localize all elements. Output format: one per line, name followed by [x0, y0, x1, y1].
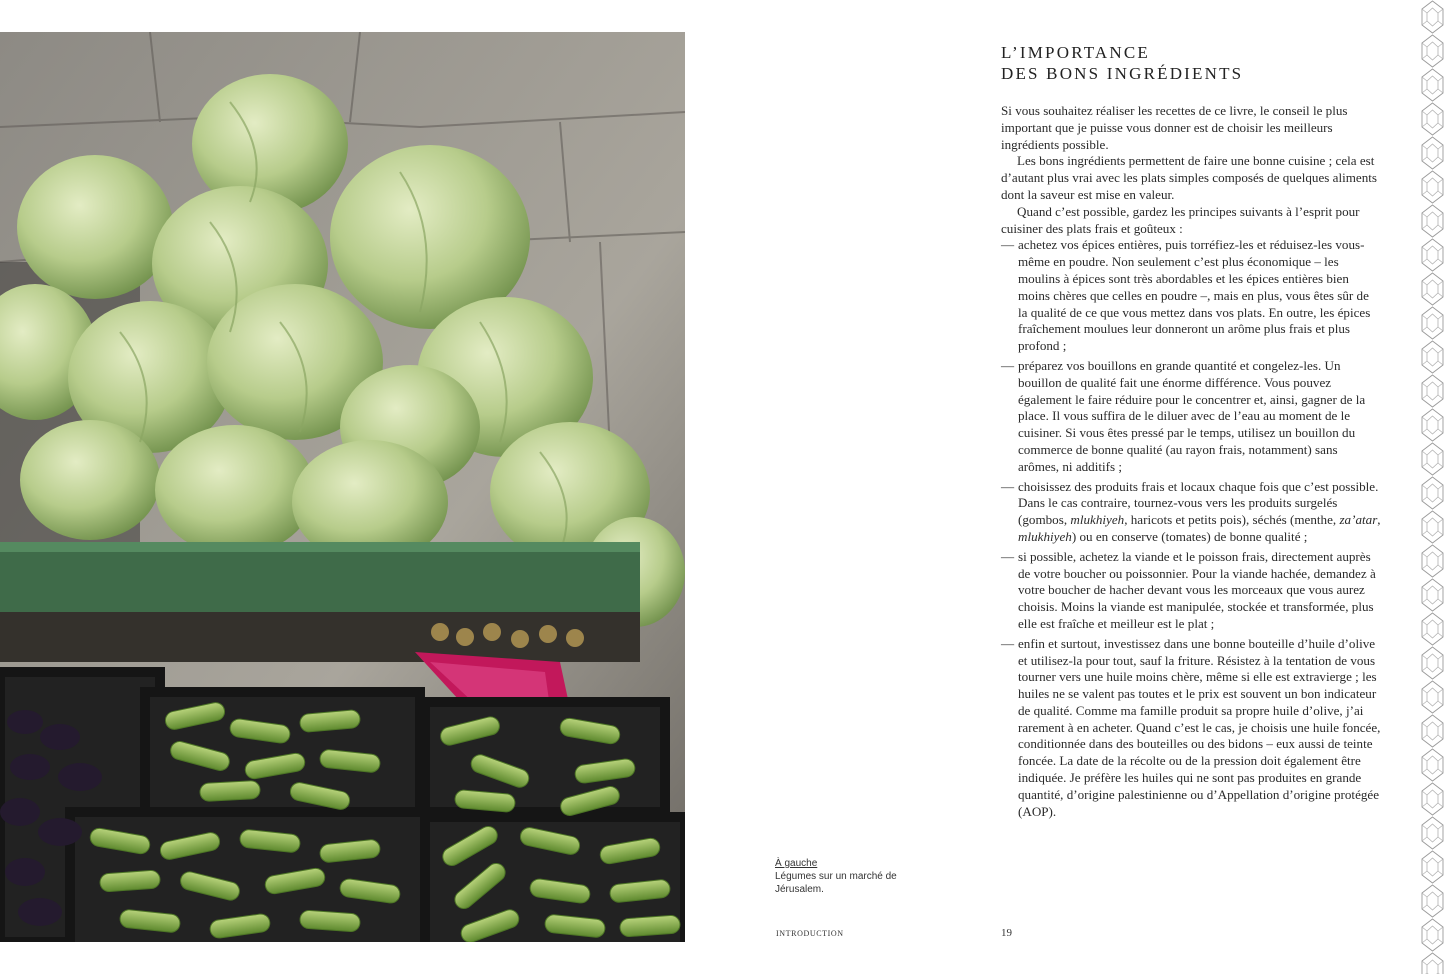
- page-title: [1001, 42, 1243, 84]
- list-dash: —: [1001, 478, 1015, 494]
- caption-text: Légumes sur un marché de Jérusalem.: [775, 871, 897, 895]
- list-item-text: [1018, 479, 1381, 544]
- photo-caption: [775, 857, 925, 896]
- list-dash: —: [1001, 237, 1015, 253]
- page-title-line-2: DES BONS INGRÉDIENTS: [1001, 64, 1244, 83]
- list-item: [1001, 636, 1381, 821]
- list-item-text: si possible, achetez la viande et le poisson frais, directement auprès de votre boucher ou poissonnier. Pour la viande hachée, demandez à votre boucher de hacher devant vous les morceaux que vous aurez choisis. Moins la viande est manipulée, stockée et transformée, plus elle est fraîche et meilleur est le plat ;: [1018, 548, 1376, 631]
- list-dash: —: [1001, 635, 1015, 651]
- intro-paragraph-3: Quand c’est possible, gardez les principes suivants à l’esprit pour cuisiner des plats frais et goûteux :: [1001, 203, 1360, 236]
- list-dash: —: [1001, 548, 1015, 564]
- principles-list: [1001, 237, 1381, 820]
- text-run: ,: [1377, 512, 1381, 528]
- page-title-line-1: L’IMPORTANCE: [1001, 43, 1151, 62]
- italic-term: mlukhiyeh: [1018, 528, 1072, 544]
- decorative-border: [1420, 0, 1445, 974]
- market-vegetables-photo: [0, 32, 685, 942]
- list-item: [1001, 479, 1381, 546]
- running-footer-section: INTRODUCTION: [776, 929, 844, 938]
- italic-term: mlukhiyeh: [1070, 512, 1125, 528]
- italic-term: za’atar: [1339, 512, 1378, 528]
- list-item: [1001, 549, 1381, 633]
- list-item-text: achetez vos épices entières, puis torréfiez-les et réduisez-les vous-même en poudre. Non seulement c’est plus économique – les moulins à épices sont très abordables et les épices entières bien moins chères que celles en poudre –, mais en plus, vous êtes sûr de la qualité de ce que vous mettez dans vos plats. En outre, les épices fraîchement moulues leur donneront un arôme plus frais et plus profond ;: [1018, 237, 1371, 354]
- body-text: [1001, 103, 1381, 820]
- list-dash: —: [1001, 357, 1015, 373]
- list-item: [1001, 237, 1381, 355]
- list-item-text: préparez vos bouillons en grande quantité et congelez-les. Un bouillon de qualité fait une énorme différence. Vous pouvez également le faire réduire pour le concentrer et, ainsi, gagner de la place. Il vous suffira de le diluer avec de l’eau au moment de le cuisiner. Si vous êtes pressé par le temps, utilisez un bouillon du commerce de bonne qualité (au rayon frais, notamment) sans arômes, ni additifs ;: [1018, 357, 1366, 474]
- intro-paragraph-1: Si vous souhaitez réaliser les recettes de ce livre, le conseil le plus important que je puisse vous donner est de choisir les meilleurs ingrédients possible.: [1001, 103, 1348, 152]
- text-run: , haricots et petits pois), séchés (menthe,: [1124, 512, 1340, 528]
- text-run: ) ou en conserve (tomates) de bonne qualité ;: [1071, 528, 1308, 544]
- list-item: [1001, 358, 1381, 476]
- intro-paragraph-2: Les bons ingrédients permettent de faire une bonne cuisine ; cela est d’autant plus vrai avec les plats simples composés de quelques aliments dont la saveur est mise en valeur.: [1001, 153, 1377, 202]
- page-number: 19: [1001, 927, 1012, 939]
- list-item-text: enfin et surtout, investissez dans une bonne bouteille d’huile d’olive et utilisez-la pour tout, sauf la friture. Résistez à la tentation de vous tourner vers une huile moins chère, même si elle est extravierge ; les huiles ne se valent pas toutes et le prix est souvent un bon indicateur de qualité. Comme ma famille produit sa propre huile d’olive, j’ai rarement à en acheter. Quand c’est le cas, je choisis une huile foncée, conditionnée dans des bouteilles ou des bidons – eux aussi de teinte foncée. La date de la récolte ou de la pression doit également être indiquée. Je préfère les huiles qui ne sont pas produites en grande quantité, d’origine palestinienne ou d’Appellation d’origine protégée (AOP).: [1018, 635, 1381, 819]
- caption-heading: À gauche: [775, 858, 818, 869]
- text-run: choisissez des produits frais et locaux chaque fois que c’est possible. Dans le cas contraire, tournez-vous vers les produits surgelés (gombos,: [1018, 478, 1379, 528]
